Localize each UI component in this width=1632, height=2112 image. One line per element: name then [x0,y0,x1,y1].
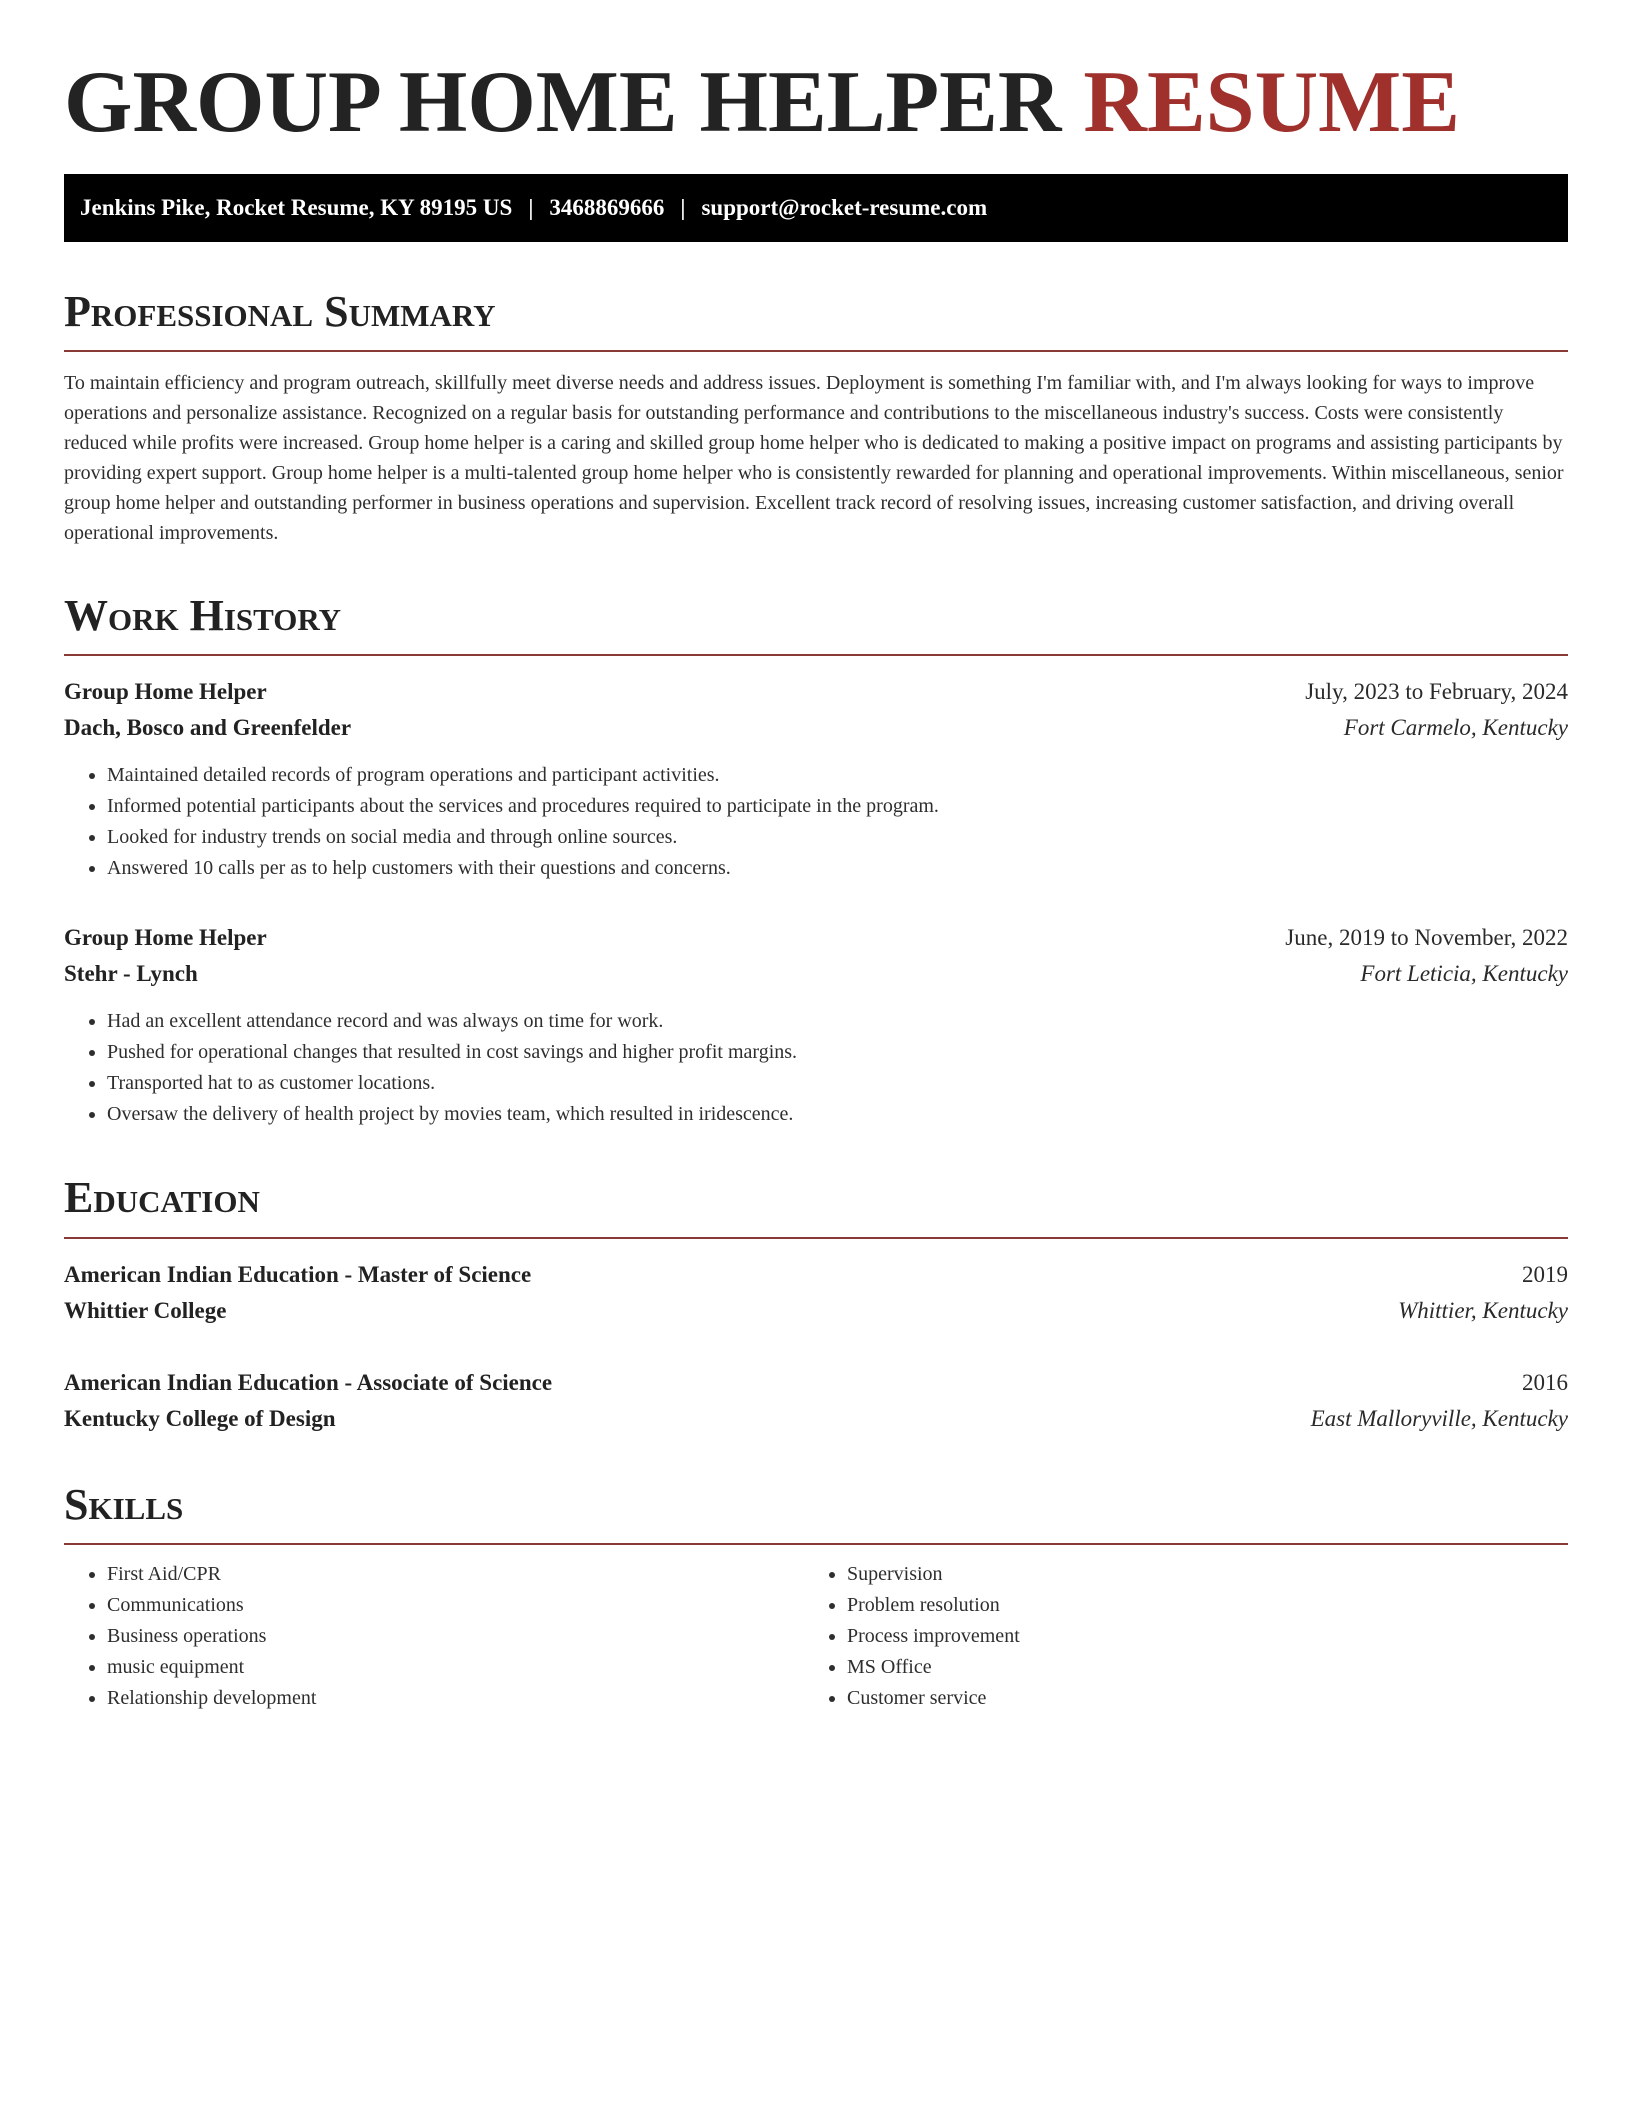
skill-item: • Business operations [107,1621,804,1652]
skill-item: • First Aid/CPR [107,1559,804,1590]
skill-item: • Communications [107,1590,804,1621]
summary-heading: Professional Summary [64,288,1568,352]
contact-phone: 3468869666 [549,194,665,220]
job-dates: June, 2019 to November, 2022 [1285,925,1568,951]
education-degree-row [64,1365,1568,1401]
skill-item: • MS Office [847,1652,1544,1683]
job-entry [64,674,1568,884]
skill-item: • Supervision [847,1559,1544,1590]
skills-heading: Skills [64,1481,1568,1545]
job-bullet: • Had an excellent attendance record and was always on time for work. [107,1006,1568,1037]
education-heading: Education [64,1174,1568,1238]
job-title: Group Home Helper [64,679,267,705]
education-school-row [64,1293,1568,1329]
job-company-row [64,710,1568,746]
contact-address: Jenkins Pike, Rocket Resume, KY 89195 US [80,194,513,220]
contact-separator: | [680,194,686,220]
education-school: Kentucky College of Design [64,1405,336,1431]
job-bullet: • Maintained detailed records of program operations and participant activities. [107,760,1568,791]
skill-item: • Relationship development [107,1683,804,1714]
education-year: 2016 [1522,1369,1568,1395]
job-bullet: • Pushed for operational changes that resulted in cost savings and higher profit margins. [107,1037,1568,1068]
job-location: Fort Leticia, Kentucky [1360,961,1568,987]
job-company: Dach, Bosco and Greenfelder [64,715,352,741]
education-degree-row [64,1257,1568,1293]
job-bullet: • Oversaw the delivery of health project by movies team, which resulted in iridescence. [107,1099,1568,1130]
job-dates: July, 2023 to February, 2024 [1305,679,1568,705]
skills-column-right [804,1559,1544,1714]
skill-item: • Customer service [847,1683,1544,1714]
summary-text: To maintain efficiency and program outreach, skillfully meet diverse needs and address issues. Deployment is something I'm familiar with, and I'm always looking for ways to improve operations and personalize assistance. Recognized on a regular basis for outstanding performance and contributions to the miscellaneous industry's success. Costs were consistently reduced while profits were increased. Group home helper is a caring and skilled group home helper who is dedicated to making a positive impact on programs and assisting participants by providing expert support. Group home helper is a multi-talented group home helper who is consistently rewarded for planning and operational improvements. Within miscellaneous, senior group home helper and outstanding performer in business operations and supervision. Excellent track record of resolving issues, increasing customer satisfaction, and driving overall operational improvements. [64,371,1564,544]
skill-item: • Process improvement [847,1621,1544,1652]
skill-item: • music equipment [107,1652,804,1683]
education-location: East Malloryville, Kentucky [1310,1405,1568,1431]
education-entry [64,1365,1568,1437]
education-school-row [64,1401,1568,1437]
job-title-row [64,674,1568,710]
education-degree: American Indian Education - Associate of Science [64,1369,553,1395]
job-company: Stehr - Lynch [64,961,198,987]
skills-list [64,1559,1568,1714]
contact-bar [64,174,1568,242]
job-bullets [64,760,1568,884]
education-degree: American Indian Education - Master of Science [64,1261,532,1287]
skills-column-left [64,1559,804,1714]
job-title: Group Home Helper [64,925,267,951]
job-bullet: • Looked for industry trends on social media and through online sources. [107,822,1568,853]
job-entry [64,920,1568,1130]
contact-email: support@rocket-resume.com [701,194,988,220]
work-history-heading: Work History [64,592,1568,656]
education-year: 2019 [1522,1261,1568,1287]
title-main: GROUP HOME HELPER [64,54,1062,151]
job-bullet: • Answered 10 calls per as to help customers with their questions and concerns. [107,853,1568,884]
education-school: Whittier College [64,1297,227,1323]
skill-item: • Problem resolution [847,1590,1544,1621]
education-location: Whittier, Kentucky [1398,1297,1568,1323]
job-title-row [64,920,1568,956]
job-bullet: • Informed potential participants about the services and procedures required to participate in the program. [107,791,1568,822]
job-company-row [64,956,1568,992]
title-accent: RESUME [1083,54,1460,151]
contact-separator: | [528,194,534,220]
job-bullet: • Transported hat to as customer locations. [107,1068,1568,1099]
job-location: Fort Carmelo, Kentucky [1343,715,1568,741]
page-title [64,0,1568,156]
job-bullets [64,1006,1568,1130]
education-entry [64,1257,1568,1329]
